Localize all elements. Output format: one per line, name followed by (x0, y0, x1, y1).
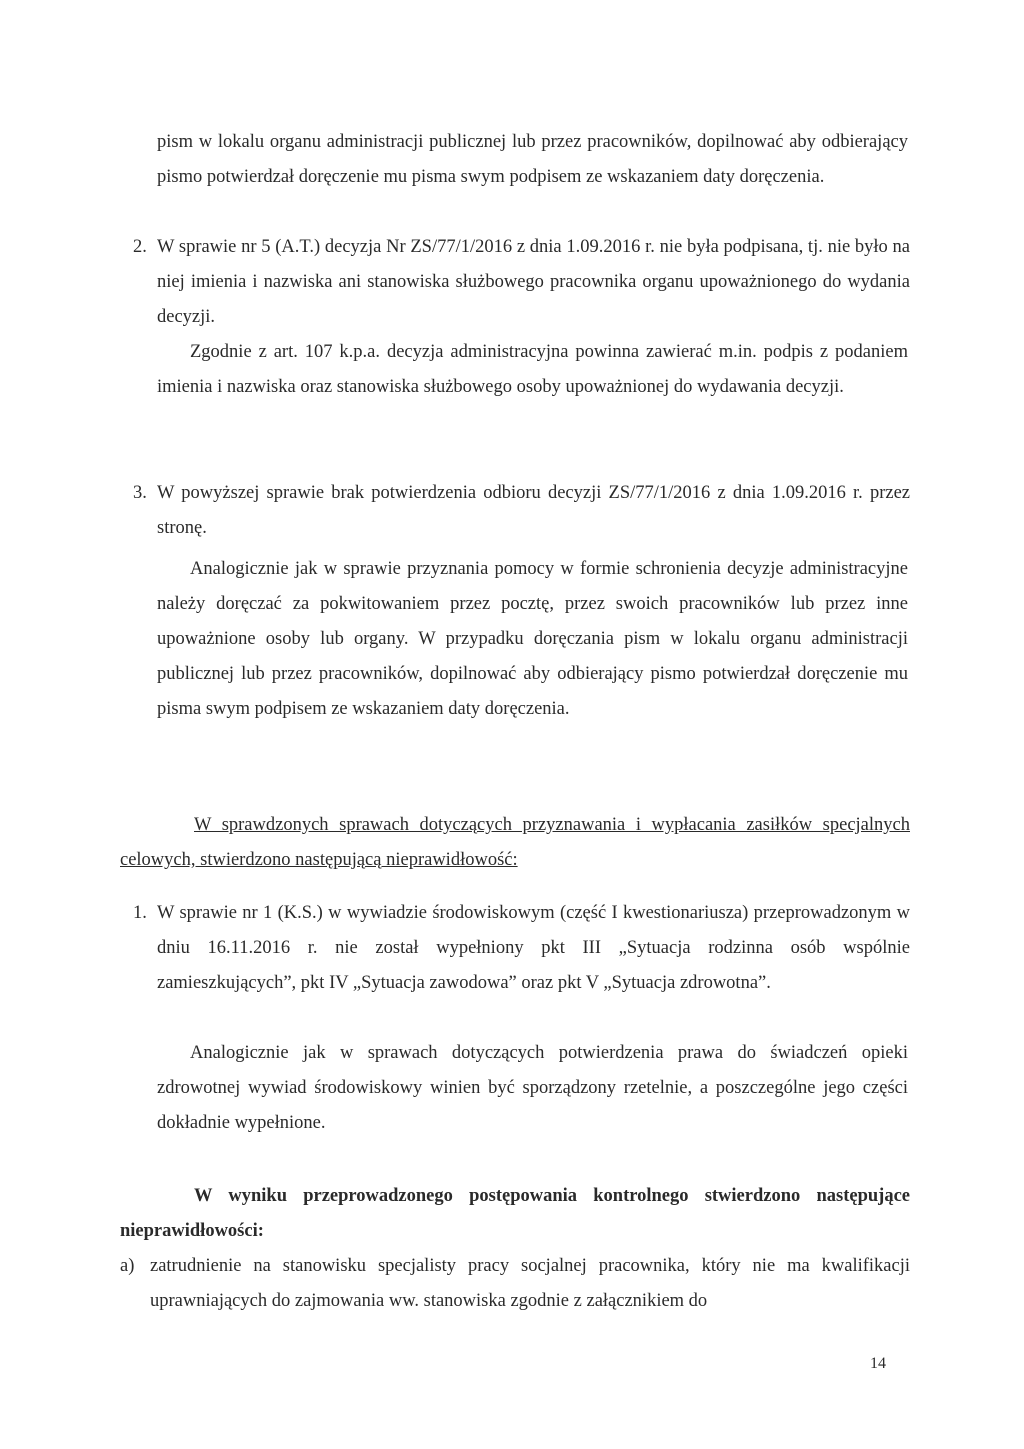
section-heading-bold: W wyniku przeprowadzonego postępowania kontrolnego stwierdzono następujące nieprawidłowości: (120, 1186, 910, 1241)
section-heading-text: W sprawdzonych sprawach dotyczących przyznawania i wypłacania zasiłków specjalnych celowych, stwierdzono następującą nieprawidłowość: (120, 815, 910, 870)
list-item-number: 1. (133, 903, 147, 923)
recommendation-paragraph-2: Analogicznie jak w sprawach dotyczących potwierdzenia prawa do świadczeń opieki zdrowotnej wywiad środowiskowy winien być sporządzony rzetelnie, a poszczególne jego części dokładnie wypełnione. (157, 1043, 908, 1133)
list-item-number: 3. (133, 483, 147, 503)
list-item-text: zatrudnienie na stanowisku specjalisty pracy socjalnej pracownika, który nie ma kwalifikacji uprawniających do zajmowania ww. stanowiska zgodnie z załącznikiem do (150, 1256, 910, 1311)
intro-paragraph: pism w lokalu organu administracji publicznej lub przez pracowników, dopilnować aby odbierający pismo potwierdzał doręczenie mu pisma swym podpisem ze wskazaniem daty doręczenia. (157, 132, 908, 187)
list-item-text: W powyższej sprawie brak potwierdzenia odbioru decyzji ZS/77/1/2016 z dnia 1.09.2016 r. przez stronę. (157, 483, 910, 538)
list-item-text: W sprawie nr 1 (K.S.) w wywiadzie środowiskowym (część I kwestionariusza) przeprowadzonym w dniu 16.11.2016 r. nie został wypełniony pkt III „Sytuacja rodzinna osób wspólnie zamieszkujących”, pkt IV „Sytuacja zawodowa” oraz pkt V „Sytuacja zdrowotna”. (157, 903, 910, 993)
recommendation-paragraph: Analogicznie jak w sprawie przyznania pomocy w formie schronienia decyzje administracyjne należy doręczać za pokwitowaniem przez pocztę, przez swoich pracowników lub przez inne upoważnione osoby lub organy. W przypadku doręczania pism w lokalu organu administracji publicznej lub przez pracowników, dopilnować aby odbierający pismo potwierdzał doręczenie mu pisma swym podpisem ze wskazaniem daty doręczenia. (157, 559, 908, 719)
section-heading-underlined (120, 808, 910, 878)
list-item-number: 2. (133, 237, 147, 257)
legal-basis-paragraph: Zgodnie z art. 107 k.p.a. decyzja administracyjna powinna zawierać m.in. podpis z podaniem imienia i nazwiska oraz stanowiska służbowego osoby upoważnionej do wydawania decyzji. (157, 342, 908, 397)
list-item-text: W sprawie nr 5 (A.T.) decyzja Nr ZS/77/1/2016 z dnia 1.09.2016 r. nie była podpisana, tj. nie było na niej imienia i nazwiska ani stanowiska służbowego pracownika organu upoważnionego do wydania decyzji. (157, 237, 910, 327)
list-item-label: a) (120, 1256, 135, 1276)
page-number: 14 (870, 1355, 886, 1372)
